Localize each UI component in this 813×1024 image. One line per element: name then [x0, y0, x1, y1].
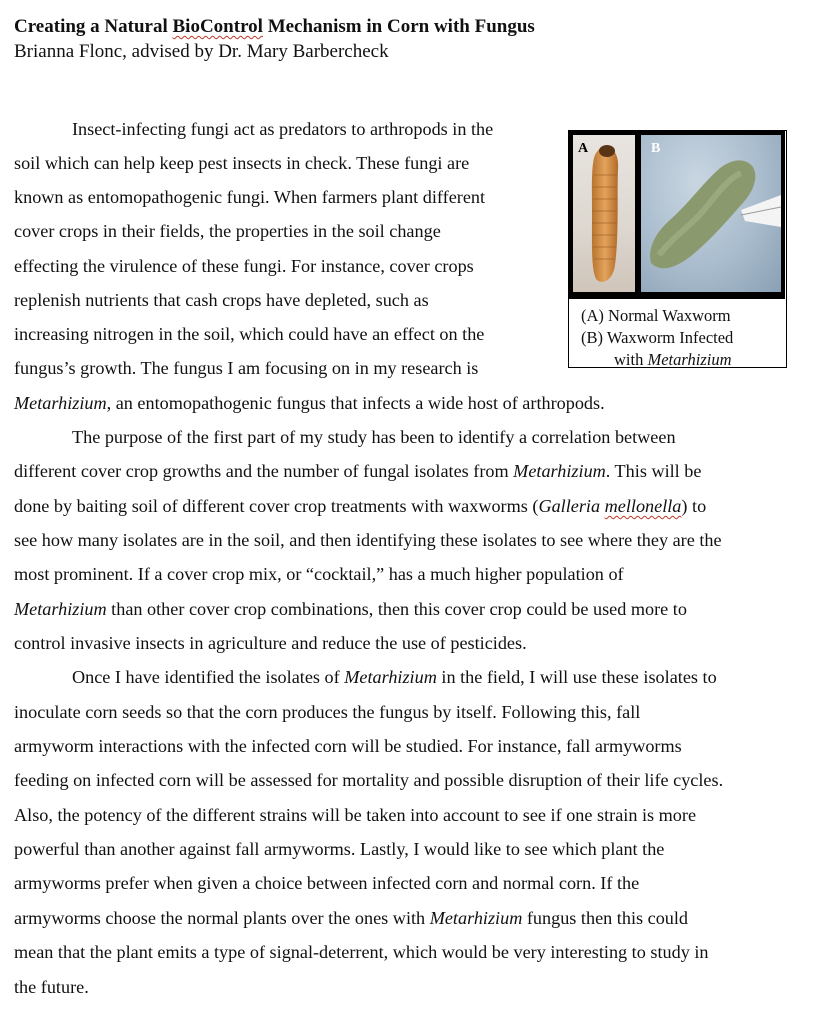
paragraph-line — [14, 597, 687, 621]
figure-caption — [581, 305, 733, 371]
paragraph-line: feeding on infected corn will be assessed for mortality and possible disruption of their life cycles. — [14, 770, 724, 790]
title-text-end: Mechanism in Corn with Fungus — [262, 16, 535, 37]
paragraph-line: The purpose of the first part of my study has been to identify a correlation between — [72, 427, 676, 447]
line-text: Once I have identified the isolates of — [72, 667, 345, 687]
paragraph-line: soil which can help keep pest insects in check. These fungi are — [14, 153, 470, 173]
line-text: . This will be — [605, 461, 702, 481]
panel-b-label: B — [651, 141, 661, 156]
normal-waxworm-photo — [573, 135, 635, 292]
paragraph-line — [14, 459, 701, 483]
paragraph-line: mean that the plant emits a type of signal-deterrent, which would be very interesting to study in — [14, 942, 709, 962]
caption-with: with — [614, 350, 648, 369]
paragraph-line: known as entomopathogenic fungi. When farmers plant different — [14, 187, 486, 207]
paragraph-line: inoculate corn seeds so that the corn produces the fungus by itself. Following this, fall — [14, 702, 641, 722]
paragraph-line: the future. — [14, 977, 89, 997]
paragraph-line: cover crops in their fields, the properties in the soil change — [14, 221, 441, 241]
genus-name: Metarhizium — [14, 393, 107, 413]
line-text: , an entomopathogenic fungus that infects a wide host of arthropods. — [106, 393, 605, 413]
paragraph-line: see how many isolates are in the soil, and then identifying these isolates to see where they are the — [14, 530, 722, 550]
title-text-start: Creating a Natural — [14, 16, 173, 37]
line-text: fungus then this could — [522, 908, 689, 928]
species-genus: Galleria — [538, 496, 605, 516]
waxworm-figure — [568, 130, 787, 368]
line-text: different cover crop growths and the number of fungal isolates from — [14, 461, 514, 481]
line-text: done by baiting soil of different cover crop treatments with waxworms ( — [14, 496, 539, 516]
caption-genus: Metarhizium — [647, 350, 732, 369]
figure-photo-frame — [569, 131, 785, 299]
paragraph-line: replenish nutrients that cash crops have depleted, such as — [14, 290, 429, 310]
line-text: ) to — [681, 496, 707, 516]
paragraph-line: control invasive insects in agriculture and reduce the use of pesticides. — [14, 633, 527, 653]
paragraph-line: powerful than another against fall armyworms. Lastly, I would like to see which plant the — [14, 839, 665, 859]
species-epithet-spellcheck: mellonella — [604, 496, 682, 516]
author-line: Brianna Flonc, advised by Dr. Mary Barbercheck — [14, 41, 389, 62]
paragraph-line: armyworms prefer when given a choice between infected corn and normal corn. If the — [14, 873, 640, 893]
genus-name: Metarhizium — [429, 908, 523, 928]
line-text: in the field, I will use these isolates to — [436, 667, 717, 687]
caption-line-c — [581, 349, 733, 371]
paragraph-line — [14, 391, 605, 415]
genus-name: Metarhizium — [344, 667, 437, 687]
document-title — [14, 15, 535, 39]
paragraph-line: most prominent. If a cover crop mix, or “cocktail,” has a much higher population of — [14, 564, 624, 584]
genus-name: Metarhizium — [513, 461, 606, 481]
line-text: armyworms choose the normal plants over the ones with — [14, 908, 430, 928]
normal-waxworm-image — [573, 135, 635, 292]
infected-waxworm-image — [641, 135, 781, 292]
panel-a-label: A — [578, 141, 589, 156]
caption-line-a: (A) Normal Waxworm — [581, 306, 731, 325]
paragraph-line: increasing nitrogen in the soil, which could have an effect on the — [14, 324, 485, 344]
paragraph-line: effecting the virulence of these fungi. For instance, cover crops — [14, 256, 474, 276]
paragraph-line — [72, 665, 717, 689]
paragraph-line: Also, the potency of the different strains will be taken into account to see if one strain is more — [14, 805, 697, 825]
infected-waxworm-photo — [641, 135, 781, 292]
paragraph-line — [14, 494, 706, 518]
paragraph-line: armyworm interactions with the infected corn will be studied. For instance, fall armyworms — [14, 736, 682, 756]
paragraph-line: Insect-infecting fungi act as predators to arthropods in the — [72, 119, 494, 139]
paragraph-line — [14, 906, 688, 930]
title-spellcheck-word: BioControl — [172, 16, 263, 37]
caption-line-b: (B) Waxworm Infected — [581, 328, 734, 347]
paragraph-line: fungus’s growth. The fungus I am focusing on in my research is — [14, 358, 479, 378]
genus-name: Metarhizium — [14, 599, 107, 619]
line-text: than other cover crop combinations, then this cover crop could be used more to — [106, 599, 687, 619]
